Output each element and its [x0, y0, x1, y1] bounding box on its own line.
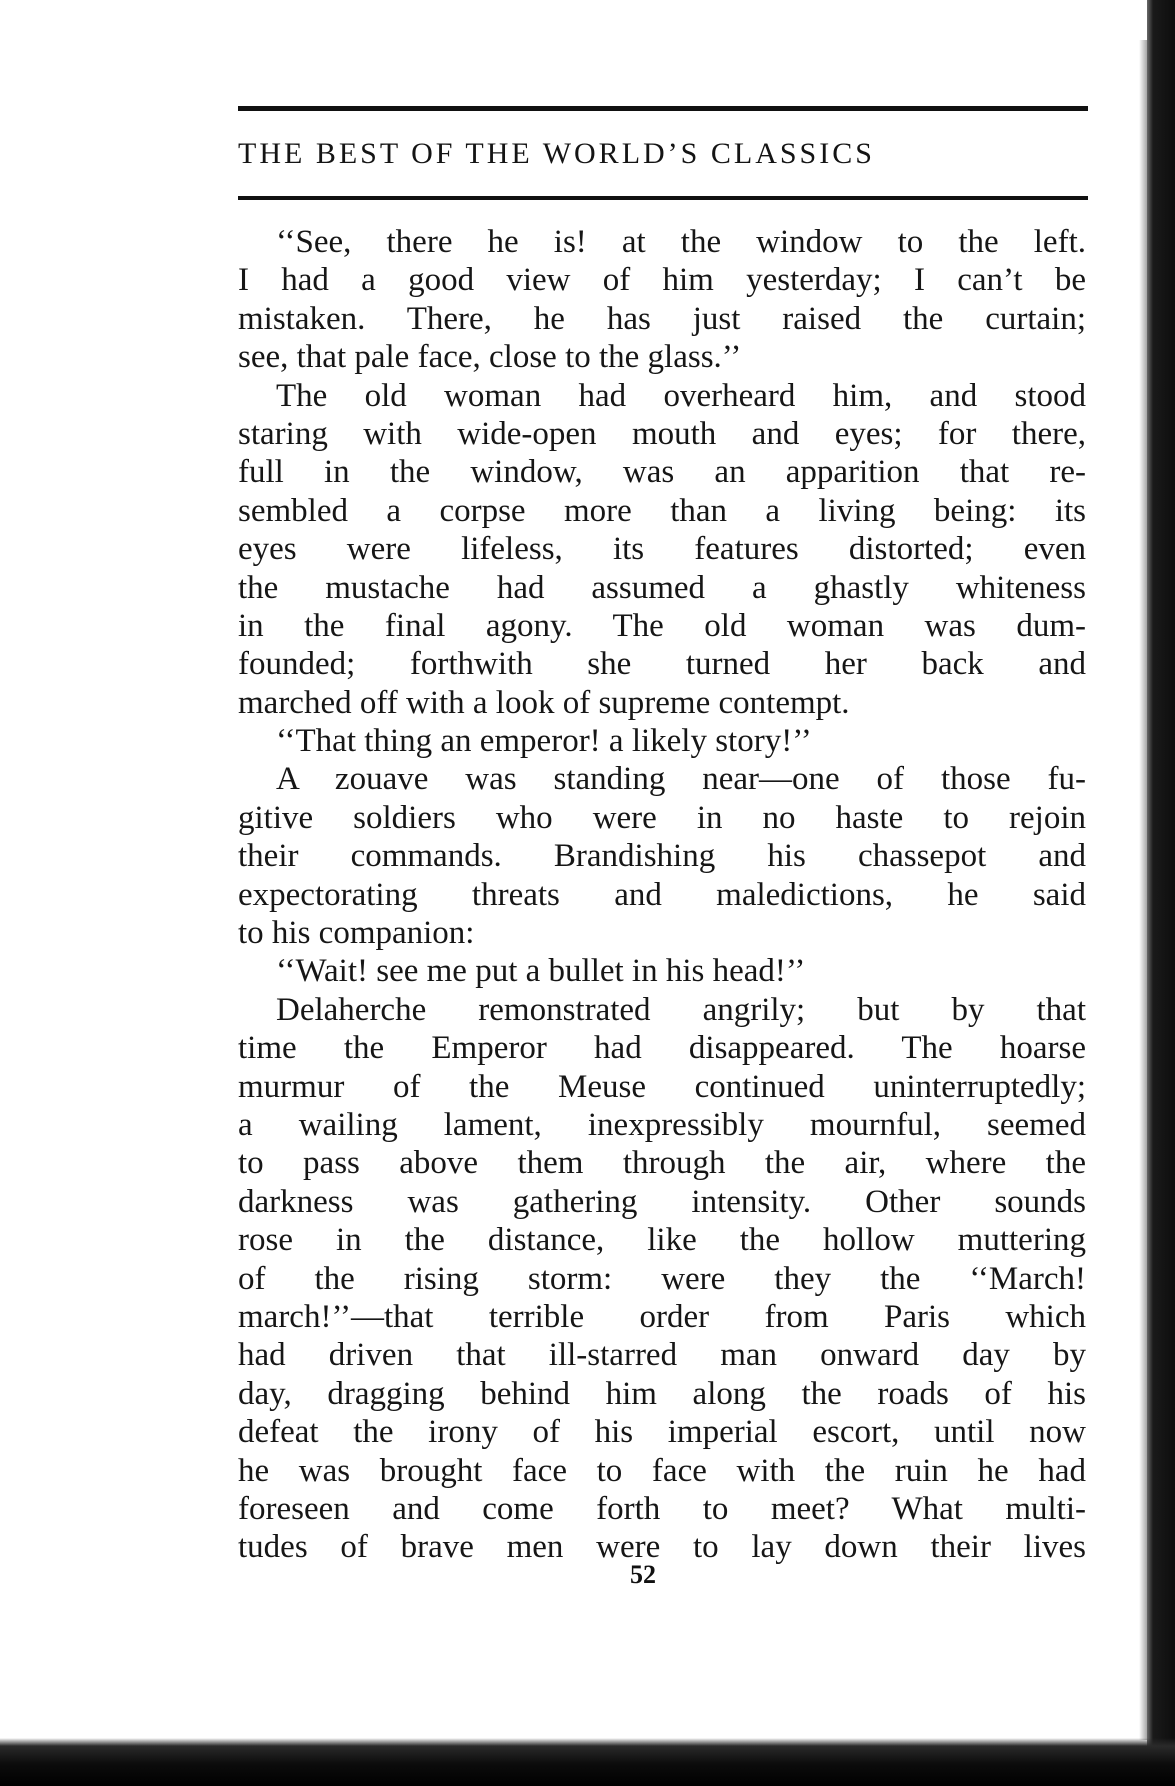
header-rule-bottom — [238, 196, 1088, 200]
text-line: The old woman had overheard him, and stood — [276, 377, 1086, 414]
text-line: staring with wide-open mouth and eyes; for there, — [238, 415, 1086, 452]
text-line: had driven that ill-starred man onward day by — [238, 1337, 1086, 1374]
scan-edge-right — [1147, 0, 1175, 1786]
text-line: rose in the distance, like the hollow muttering — [238, 1222, 1086, 1259]
text-line: see, that pale face, close to the glass.’’ — [238, 339, 742, 376]
header-rule-top — [238, 106, 1088, 111]
text-line: founded; forthwith she turned her back and — [238, 646, 1086, 683]
text-line: ‘‘Wait! see me put a bullet in his head!’’ — [276, 953, 806, 990]
text-line: day, dragging behind him along the roads of his — [238, 1375, 1086, 1412]
text-line: a wailing lament, inexpressibly mournful, seemed — [238, 1106, 1086, 1143]
text-line: to pass above them through the air, where the — [238, 1145, 1086, 1182]
page-number: 52 — [630, 1560, 656, 1589]
text-line: murmur of the Meuse continued uninterruptedly; — [238, 1068, 1086, 1105]
text-line: to his companion: — [238, 915, 475, 952]
text-line: time the Emperor had disappeared. The hoarse — [238, 1030, 1086, 1067]
scan-shadow — [1139, 40, 1147, 1740]
text-line: gitive soldiers who were in no haste to rejoin — [238, 799, 1086, 836]
text-line: I had a good view of him yesterday; I can’t be — [238, 262, 1086, 299]
text-line: Delaherche remonstrated angrily; but by that — [276, 991, 1086, 1028]
text-line: marched off with a look of supreme contempt. — [238, 684, 850, 721]
scan-edge-bottom — [0, 1724, 1175, 1786]
text-line: he was brought face to face with the ruin he had — [238, 1452, 1086, 1489]
text-line: mistaken. There, he has just raised the curtain; — [238, 300, 1086, 337]
text-line: sembled a corpse more than a living being: its — [238, 492, 1086, 529]
text-line: expectorating threats and maledictions, he said — [238, 876, 1086, 913]
text-line: eyes were lifeless, its features distorted; even — [238, 531, 1086, 568]
text-line: foreseen and come forth to meet? What multi- — [238, 1490, 1086, 1527]
text-line: defeat the irony of his imperial escort, until now — [238, 1414, 1086, 1451]
text-line: march!’’—that terrible order from Paris which — [238, 1298, 1086, 1335]
text-line: ‘‘See, there he is! at the window to the left. — [276, 224, 1086, 260]
text-line: full in the window, was an apparition that re- — [238, 454, 1086, 491]
text-line: the mustache had assumed a ghastly whiteness — [238, 569, 1086, 606]
text-line: tudes of brave men were to lay down their lives — [238, 1529, 1086, 1566]
running-head: THE BEST OF THE WORLD’S CLASSICS — [238, 137, 875, 170]
body-text — [238, 223, 1086, 1567]
text-line: in the final agony. The old woman was dum- — [238, 607, 1086, 644]
text-line: ‘‘That thing an emperor! a likely story!’’ — [276, 723, 812, 760]
text-line: their commands. Brandishing his chassepot and — [238, 838, 1086, 875]
text-line: of the rising storm: were they the ‘‘March! — [238, 1260, 1086, 1297]
text-line: darkness was gathering intensity. Other sounds — [238, 1183, 1086, 1220]
text-line: A zouave was standing near—one of those fu- — [276, 761, 1086, 798]
